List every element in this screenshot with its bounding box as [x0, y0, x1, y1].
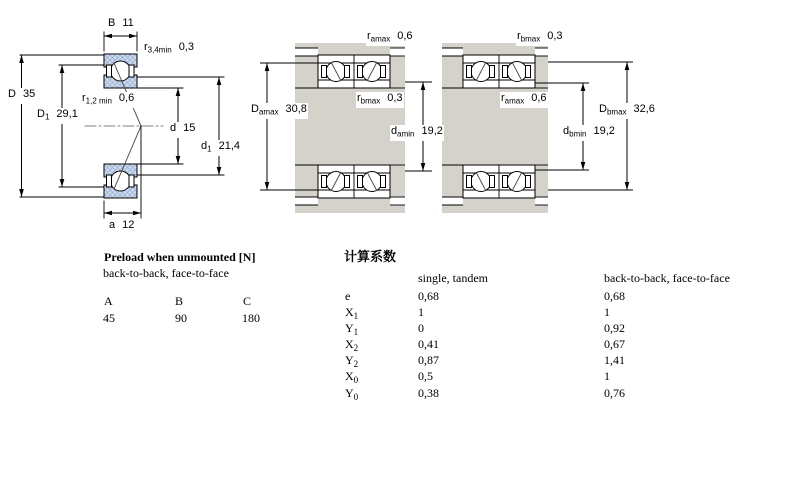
dim-label-r34min: $r_{3,4min}$ 0,3 — [144, 41, 194, 55]
dim-label-Dbmax: $D_{bmax}$ 32,6 — [599, 103, 655, 117]
factors-title: 计算系数 — [344, 249, 397, 264]
cage-pocket — [345, 66, 350, 78]
dim-label-rbmax-a: $r_{bmax}$ 0,3 — [357, 92, 403, 106]
cage-pocket — [503, 176, 508, 188]
cage-pocket — [467, 176, 472, 188]
dim-label-D: D 35 — [7, 88, 36, 104]
factors-paired-value: 0,68 — [604, 289, 625, 303]
dim-label-d1: $d_1$ 21,4 — [201, 140, 240, 154]
factors-single-value: 0,68 — [418, 289, 439, 303]
factors-single-value: 0 — [418, 321, 424, 335]
dim-label-B: B 11 — [107, 17, 135, 33]
preload-header-b: B — [175, 294, 184, 308]
dim-label-ramax-a: $r_{amax}$ 0,6 — [367, 30, 413, 44]
dim-label-rbmax-b: $r_{bmax}$ 0,3 — [517, 30, 563, 44]
factors-single-value: 0,87 — [418, 353, 439, 367]
cage-pocket — [381, 176, 386, 188]
bearing-pair-top — [318, 55, 390, 88]
cage-pocket — [490, 66, 495, 78]
preload-subtitle: back-to-back, face-to-face — [103, 266, 229, 280]
dim-label-r12min: $r_{1,2 min}$ 0,6 — [82, 92, 135, 106]
factors-col-single: single, tandem — [418, 271, 488, 285]
cage-pocket — [467, 66, 472, 78]
preload-value-a: 45 — [103, 311, 115, 325]
cage-pocket — [107, 65, 112, 77]
factors-paired-value: 0,92 — [604, 321, 625, 335]
factors-row-label: $Y_1$ — [345, 321, 359, 337]
factors-row-label: $X_0$ — [345, 369, 359, 385]
bearing-pair-top — [463, 55, 535, 88]
dim-label-ramax-b: $r_{amax}$ 0,6 — [501, 92, 547, 106]
factors-paired-value: 1 — [604, 369, 610, 383]
dim-label-a: a 12 — [108, 219, 135, 235]
cage-pocket — [322, 66, 327, 78]
factors-paired-value: 0,76 — [604, 386, 625, 400]
factors-paired-value: 0,67 — [604, 337, 625, 351]
cage-pocket — [503, 66, 508, 78]
bearing-pair-bottom — [463, 165, 535, 198]
factors-col-paired: back-to-back, face-to-face — [604, 271, 730, 285]
factors-row-label: $Y_2$ — [345, 353, 359, 369]
dim-label-dbmin: $d_{bmin}$ 19,2 — [563, 125, 615, 139]
factors-single-value: 1 — [418, 305, 424, 319]
factors-single-value: 0,5 — [418, 369, 433, 383]
cage-pocket — [358, 66, 363, 78]
cage-pocket — [129, 65, 134, 77]
cage-pocket — [526, 66, 531, 78]
factors-row-label: $X_1$ — [345, 305, 359, 321]
preload-value-b: 90 — [175, 311, 187, 325]
factors-row-label: $Y_0$ — [345, 386, 359, 402]
preload-header-a: A — [104, 294, 113, 308]
cage-pocket — [129, 175, 134, 187]
dim-label-damin: $d_{amin}$ 19,2 — [391, 125, 443, 139]
dim-label-d: d 15 — [169, 122, 196, 138]
factors-single-value: 0,38 — [418, 386, 439, 400]
preload-header-c: C — [243, 294, 252, 308]
cage-pocket — [490, 176, 495, 188]
cage-pocket — [526, 176, 531, 188]
cage-pocket — [358, 176, 363, 188]
cage-pocket — [345, 176, 350, 188]
cage-pocket — [107, 175, 112, 187]
dim-label-Damax: $D_{amax}$ 30,8 — [251, 103, 307, 117]
cage-pocket — [322, 176, 327, 188]
preload-title: Preload when unmounted [N] — [104, 250, 256, 264]
factors-row-label: $X_2$ — [345, 337, 359, 353]
cage-pocket — [381, 66, 386, 78]
factors-paired-value: 1 — [604, 305, 610, 319]
factors-single-value: 0,41 — [418, 337, 439, 351]
factors-paired-value: 1,41 — [604, 353, 625, 367]
factors-row-label: e — [345, 289, 351, 303]
bearing-pair-bottom — [318, 165, 390, 198]
preload-value-c: 180 — [242, 311, 260, 325]
dim-label-D1: $D_1$ 29,1 — [37, 108, 78, 122]
